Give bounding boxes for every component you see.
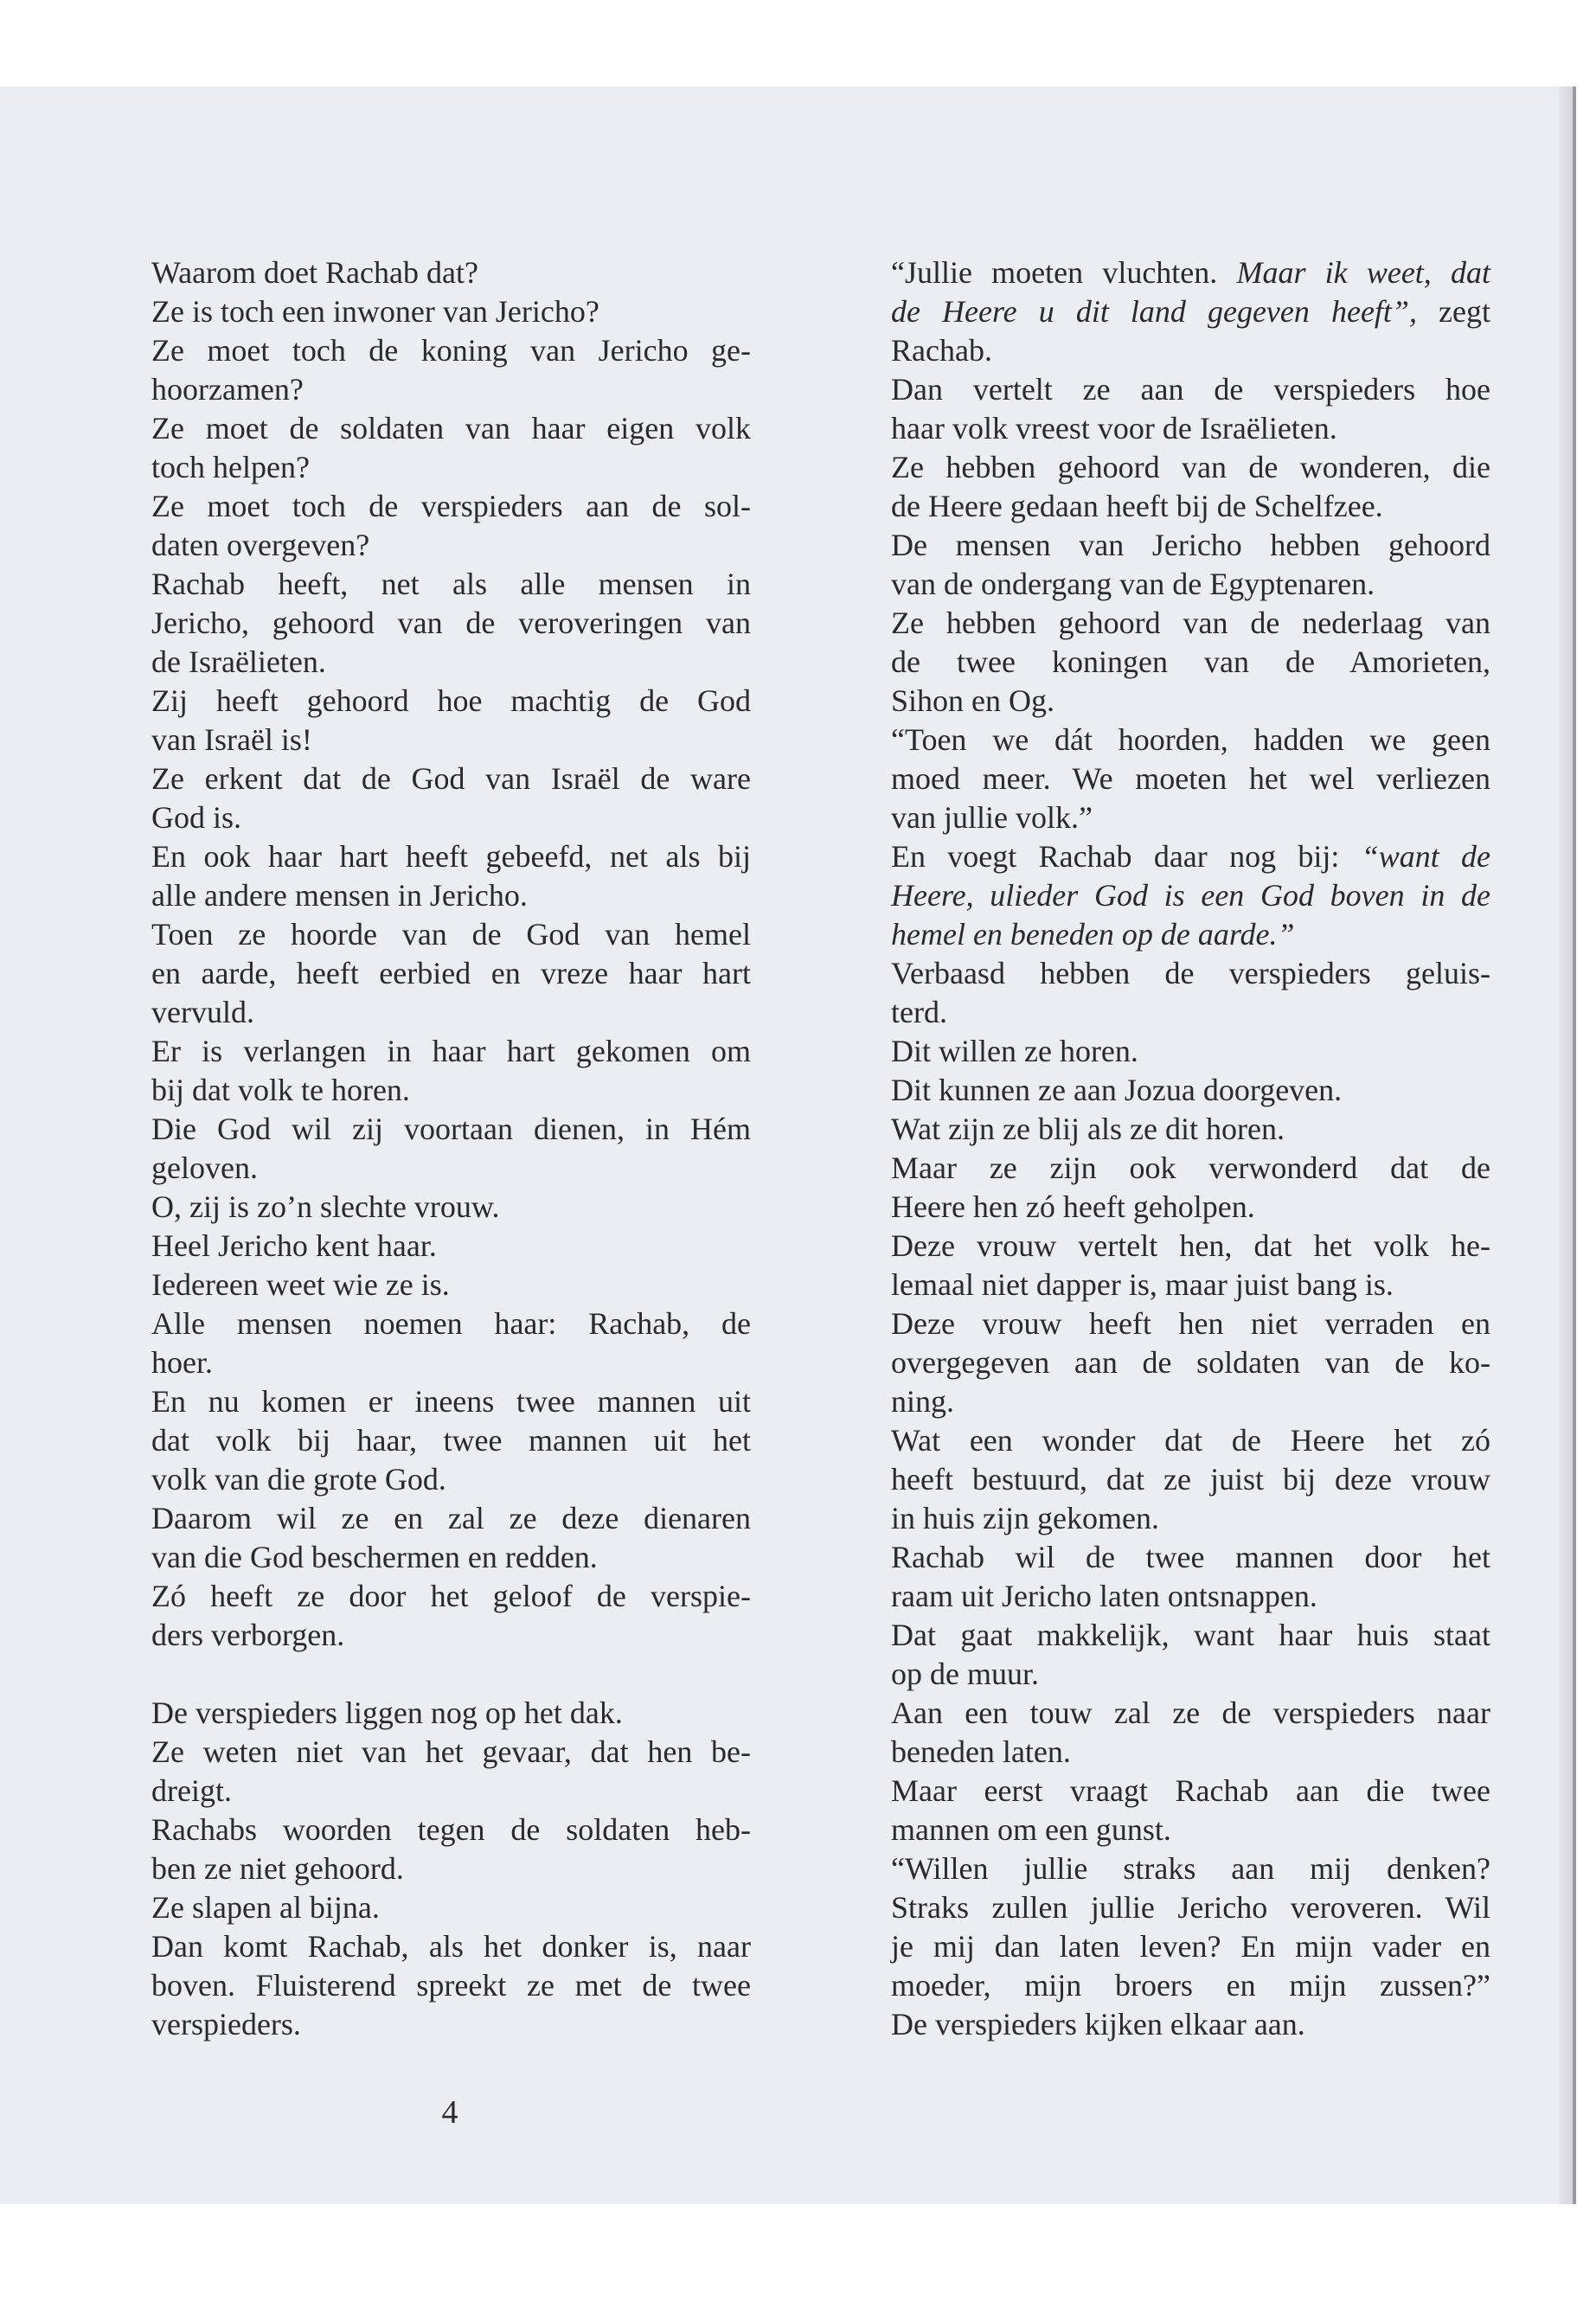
text-line: Alle mensen noemen haar: Rachab, de [151,1306,751,1341]
left-text-column [151,253,751,2044]
text-line: Maar ze zijn ook verwonderd dat de [891,1150,1490,1185]
text-line: Ze moet toch de verspieders aan de sol- [151,489,751,523]
text-line: Jericho, gehoord van de veroveringen van [151,606,751,640]
text-line: “Jullie moeten vluchten. Maar ik weet, dat [891,255,1490,290]
text-line: Ze moet toch de koning van Jericho ge- [151,333,751,368]
text-line: de Heere gedaan heeft bij de Schelfzee. [891,489,1383,523]
text-line: En voegt Rachab daar nog bij: “want de [891,839,1491,874]
text-line: De verspieders kijken elkaar aan. [891,2007,1305,2041]
text-line: Zij heeft gehoord hoe machtig de God [151,683,751,718]
text-line: Dan vertelt ze aan de verspieders hoe [891,372,1490,407]
paragraph-gap [151,1655,751,1694]
page-edge [1573,87,1576,2204]
text-line: beneden laten. [891,1734,1071,1769]
text-line: van die God beschermen en redden. [151,1540,598,1574]
text-line: Ze erkent dat de God van Israël de ware [151,761,751,796]
text-line: ben ze niet gehoord. [151,1851,404,1886]
text-line: heeft bestuurd, dat ze juist bij deze vrouw [891,1462,1490,1497]
text-line: Waarom doet Rachab dat? [151,255,478,290]
text-line: Deze vrouw vertelt hen, dat het volk he- [891,1228,1490,1263]
text-line: ders verborgen. [151,1618,345,1652]
text-line: volk van die grote God. [151,1462,446,1497]
text-line: dat volk bij haar, twee mannen uit het [151,1423,751,1458]
text-line: Ze moet de soldaten van haar eigen volk [151,411,751,445]
text-line: Ze hebben gehoord van de wonderen, die [891,450,1490,484]
text-line: ning. [891,1384,955,1419]
text-line: haar volk vreest voor de Israëlieten. [891,411,1337,445]
text-line: hoer. [151,1345,213,1380]
text-line: Dit kunnen ze aan Jozua doorgeven. [891,1073,1343,1107]
text-line: van de ondergang van de Egyptenaren. [891,567,1375,601]
text-line: boven. Fluisterend spreekt ze met de twee [151,1968,751,2003]
text-line: Toen ze hoorde van de God van hemel [151,917,751,952]
text-line: je mij dan laten leven? En mijn vader en [891,1929,1490,1964]
text-line: Heel Jericho kent haar. [151,1228,437,1263]
text-line: O, zij is zo’n slechte vrouw. [151,1189,500,1224]
text-line: Maar eerst vraagt Rachab aan die twee [891,1773,1490,1808]
text-line: Dit willen ze horen. [891,1034,1138,1068]
text-line: Wat een wonder dat de Heere het zó [891,1423,1490,1458]
text-line: Heere hen zó heeft geholpen. [891,1189,1255,1224]
text-line: Rachab heeft, net als alle mensen in [151,567,751,601]
text-line: Straks zullen jullie Jericho veroveren. Wil [891,1890,1490,1925]
text-line: Heere, ulieder God is een God boven in de [891,878,1490,913]
text-line: Dat gaat makkelijk, want haar huis staat [891,1618,1490,1652]
text-line: Er is verlangen in haar hart gekomen om [151,1034,751,1068]
page-number: 4 [441,2094,458,2131]
text-line: Sihon en Og. [891,683,1054,718]
text-line: Die God wil zij voortaan dienen, in Hém [151,1112,751,1146]
text-line: De verspieders liggen nog op het dak. [151,1695,623,1730]
text-line: daten overgeven? [151,528,370,562]
text-line: Verbaasd hebben de verspieders geluis- [891,956,1490,990]
text-line: Dan komt Rachab, als het donker is, naar [151,1929,751,1964]
text-line: op de muur. [891,1657,1039,1691]
text-line: moeder, mijn broers en mijn zussen?” [891,1968,1490,2003]
text-line: Wat zijn ze blij als ze dit horen. [891,1112,1285,1146]
text-line: van Israël is! [151,722,312,757]
text-line: moed meer. We moeten het wel verliezen [891,761,1490,796]
text-line: Rachab wil de twee mannen door het [891,1540,1490,1574]
text-line: En nu komen er ineens twee mannen uit [151,1384,751,1419]
page-edge-shadow [1559,87,1573,2204]
text-line: Ze hebben gehoord van de nederlaag van [891,606,1490,640]
text-line: “Willen jullie straks aan mij denken? [891,1851,1490,1886]
text-line: Ze is toch een inwoner van Jericho? [151,294,599,329]
text-line: verspieders. [151,2007,301,2041]
text-line: raam uit Jericho laten ontsnappen. [891,1579,1317,1613]
text-line: de Heere u dit land gegeven heeft”, zegt [891,294,1490,329]
text-line: lemaal niet dapper is, maar juist bang is. [891,1267,1394,1302]
text-line: bij dat volk te horen. [151,1073,410,1107]
text-line: Ze weten niet van het gevaar, dat hen be- [151,1734,751,1769]
text-line: “Toen we dát hoorden, hadden we geen [891,722,1490,757]
text-line: Ze slapen al bijna. [151,1890,380,1925]
text-line: Iedereen weet wie ze is. [151,1267,450,1302]
text-line: terd. [891,995,947,1029]
text-line: Daarom wil ze en zal ze deze dienaren [151,1501,751,1535]
text-line: alle andere mensen in Jericho. [151,878,528,913]
text-line: toch helpen? [151,450,310,484]
text-line: dreigt. [151,1773,232,1808]
right-text-column [891,253,1490,2044]
text-line: hemel en beneden op de aarde.” [891,917,1295,952]
text-line: van jullie volk.” [891,800,1093,835]
text-line: Aan een touw zal ze de verspieders naar [891,1695,1490,1730]
text-line: God is. [151,800,242,835]
text-line: de Israëlieten. [151,644,326,679]
text-line: in huis zijn gekomen. [891,1501,1159,1535]
text-line: vervuld. [151,995,254,1029]
text-line: de twee koningen van de Amorieten, [891,644,1490,679]
text-line: hoorzamen? [151,372,304,407]
text-line: De mensen van Jericho hebben gehoord [891,528,1490,562]
text-line: en aarde, heeft eerbied en vreze haar hart [151,956,751,990]
text-line: overgegeven aan de soldaten van de ko- [891,1345,1490,1380]
text-line: Zó heeft ze door het geloof de verspie- [151,1579,751,1613]
text-line: En ook haar hart heeft gebeefd, net als bij [151,839,751,874]
text-line: geloven. [151,1150,258,1185]
text-line: Deze vrouw heeft hen niet verraden en [891,1306,1490,1341]
text-line: Rachab. [891,333,992,368]
text-line: mannen om een gunst. [891,1812,1171,1847]
text-line: Rachabs woorden tegen de soldaten heb- [151,1812,751,1847]
